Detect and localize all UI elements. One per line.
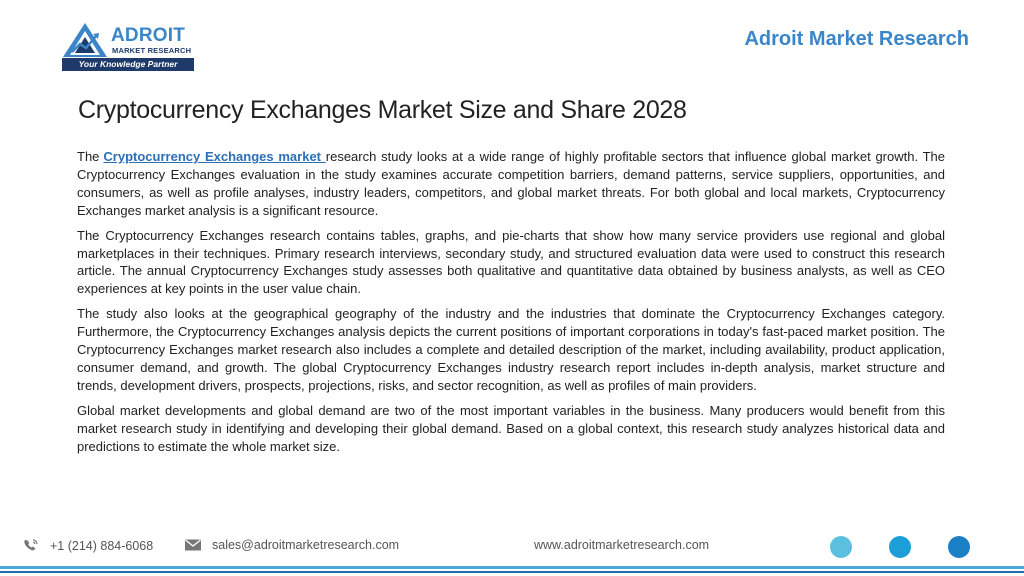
paragraph-2: The Cryptocurrency Exchanges research contains tables, graphs, and pie-charts that show how many service providers use regional and global marketplaces in their techniques. Primary research interviews, secondary study, and structured evaluation data were used to construct this research article. The annual Cryptocurrency Exchanges study assesses both qualitative and quantitative data obtained by business analysts, as well as CEO experiences at key points in the user value chain. — [77, 227, 945, 297]
company-logo[interactable] — [62, 22, 197, 74]
envelope-icon — [184, 538, 202, 552]
paragraph-3: The study also looks at the geographical geography of the industry and the industries that dominate the Cryptocurrency Exchanges category. Furthermore, the Cryptocurrency Exchanges analysis depicts the current positions of important corporations in today's fast-paced market position. The Cryptocurrency Exchanges market research also includes a complete and detailed description of the market, including availability, product application, consumer demand, and growth. The global Cryptocurrency Exchanges industry research report includes in-depth analysis, market structure and trends, development drivers, prospects, projections, risks, and sector recognition, as well as profiles of main providers. — [77, 306, 945, 393]
market-link[interactable]: Cryptocurrency Exchanges market — [103, 149, 326, 164]
website-url: www.adroitmarketresearch.com — [534, 538, 710, 552]
footer — [0, 534, 1024, 560]
paragraph-1 — [77, 148, 945, 220]
decorative-dot-3 — [948, 536, 970, 558]
paragraph-4: Global market developments and global demand are two of the most important variables in the business. Many producers would benefit from this market research study in identifying and developing their global demand. Based on a global context, this research study analyzes historical data and predictions to estimate the whole market size. — [77, 402, 945, 454]
logo-triangle-icon — [62, 22, 108, 58]
logo-tagline: Your Knowledge Partner — [62, 58, 194, 71]
paragraph-1-prefix: The — [77, 149, 100, 164]
logo-subtitle: MARKET RESEARCH — [112, 46, 192, 55]
brand-name: Adroit Market Research — [744, 28, 969, 50]
footer-divider-dark — [0, 571, 1024, 573]
footer-divider — [0, 566, 1024, 569]
paragraph-1-text: research study looks at a wide range of highly profitable sectors that influence global market growth. The Cryptocurrency Exchanges evaluation in the study examines accurate competition barriers, demand patterns, service suppliers, opportunities, and consumers, as well as profile analyses, industry leaders, competitors, and global market threats. For both global and local markets, Cryptocurrency Exchanges market analysis is a significant resource. — [77, 149, 945, 218]
decorative-dot-1 — [830, 536, 852, 558]
footer-website[interactable] — [534, 538, 709, 552]
decorative-dot-2 — [889, 536, 911, 558]
phone-icon — [22, 538, 40, 554]
email-address: sales@adroitmarketresearch.com — [212, 538, 400, 552]
page-title: Cryptocurrency Exchanges Market Size and Share 2028 — [78, 96, 687, 124]
phone-number: +1 (214) 884-6068 — [50, 539, 154, 553]
footer-email[interactable] — [184, 538, 399, 552]
article-body — [77, 148, 945, 463]
logo-name: ADROIT — [111, 25, 186, 46]
footer-phone[interactable] — [22, 538, 153, 554]
